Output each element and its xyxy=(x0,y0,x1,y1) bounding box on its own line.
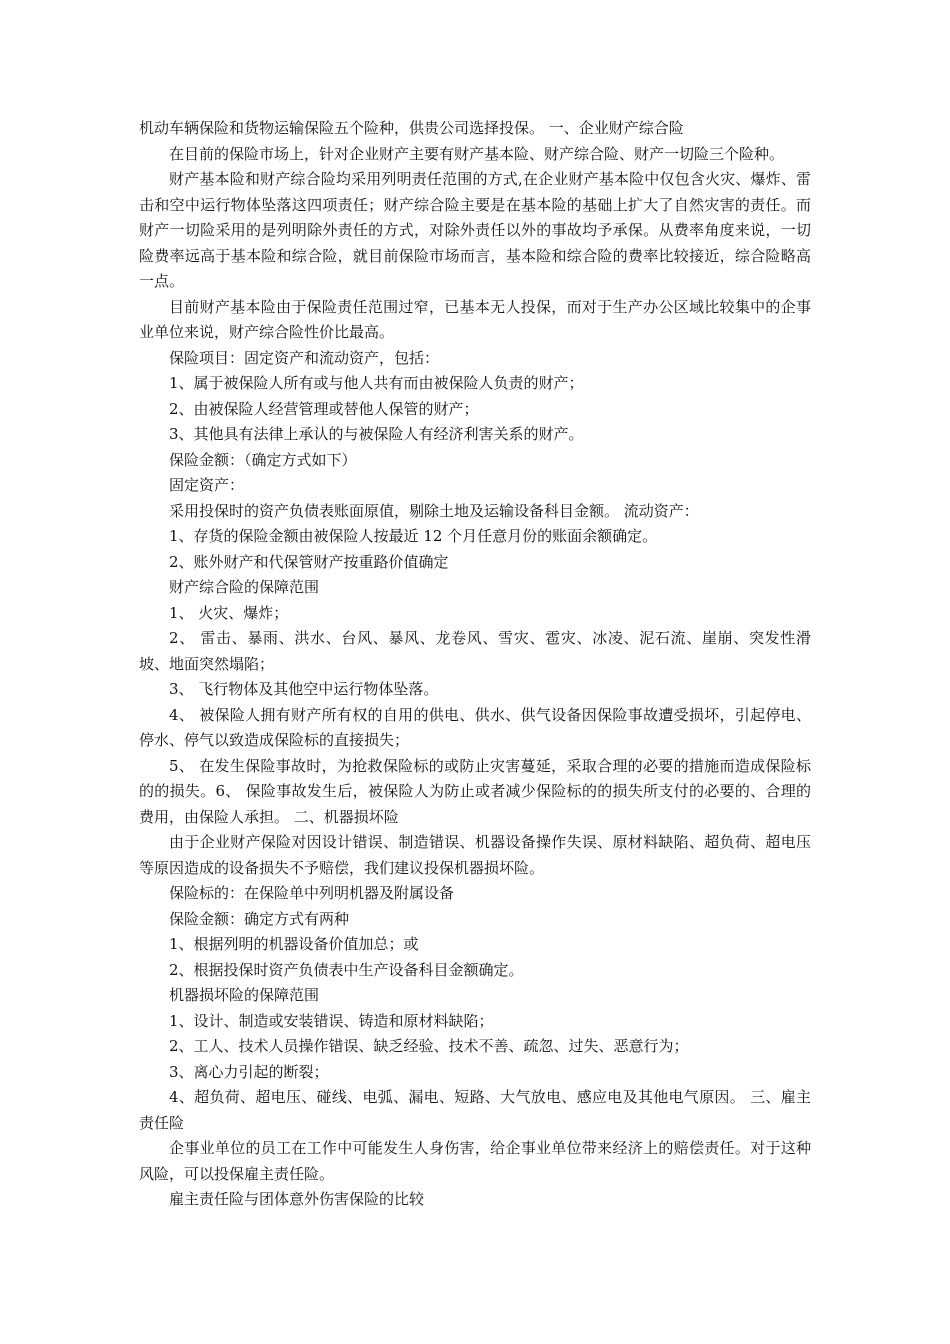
section-heading: 雇主责任险与团体意外伤害保险的比较 xyxy=(169,1190,425,1208)
list-item: 4、 被保险人拥有财产所有权的自用的供电、供水、供气设备因保险事故遭受损坏，引起停电、停水、停气以致造成保险标的直接损失； xyxy=(139,705,811,749)
paragraph: 财产基本险和财产综合险均采用列明责任范围的方式,在企业财产基本险中仅包含火灾、爆炸、雷击和空中运行物体坠落这四项责任；财产综合险主要是在基本险的基础上扩大了自然灾害的责任。而财产一切险采用的是列明除外责任的方式，对除外责任以外的事故均予承保。从费率角度来说，一切险费率远高于基本险和综合险，就目前保险市场而言，基本险和综合险的费率比较接近，综合险略高一点。 xyxy=(139,170,811,290)
list-item: 2、工人、技术人员操作错误、缺乏经验、技术不善、疏忽、过失、恶意行为； xyxy=(169,1037,689,1055)
paragraph: 保险金额：（确定方式如下） xyxy=(169,450,357,469)
paragraph: 目前财产基本险由于保险责任范围过窄，已基本无人投保，而对于生产办公区域比较集中的企事业单位来说，财产综合险性价比最高。 xyxy=(139,297,811,341)
paragraph: 企事业单位的员工在工作中可能发生人身伤害，给企事业单位带来经济上的赔偿责任。对于这种风险，可以投保雇主责任险。 xyxy=(139,1139,811,1183)
section-heading: 机器损坏险的保障范围 xyxy=(169,986,320,1004)
list-item: 1、存货的保险金额由被保险人按最近 12 个月任意月份的账面余额确定。 xyxy=(169,527,658,545)
list-item: 4、超负荷、超电压、碰线、电弧、漏电、短路、大气放电、感应电及其他电气原因。 三、雇主责任险 xyxy=(139,1088,811,1132)
list-item: 3、其他具有法律上承认的与被保险人有经济利害关系的财产。 xyxy=(169,425,584,443)
list-item: 2、根据投保时资产负债表中生产设备科目金额确定。 xyxy=(169,960,524,979)
list-item: 1、属于被保险人所有或与他人共有而由被保险人负责的财产； xyxy=(169,374,584,392)
section-heading: 财产综合险的保障范围 xyxy=(169,578,320,596)
paragraph: 采用投保时的资产负债表账面原值，剔除土地及运输设备科目金额。 流动资产： xyxy=(169,501,699,520)
paragraph: 由于企业财产保险对因设计错误、制造错误、机器设备操作失误、原材料缺陷、超负荷、超电压等原因造成的设备损失不予赔偿，我们建议投保机器损坏险。 xyxy=(139,833,811,877)
paragraph: 保险金额：确定方式有两种 xyxy=(169,909,350,928)
list-item: 3、离心力引起的断裂； xyxy=(169,1062,329,1081)
list-item: 1、 火灾、爆炸； xyxy=(169,603,289,622)
document-body xyxy=(139,116,811,1213)
list-item: 3、 飞行物体及其他空中运行物体坠落。 xyxy=(169,680,439,698)
list-item: 2、由被保险人经营管理或替他人保管的财产； xyxy=(169,399,479,418)
paragraph: 固定资产： xyxy=(169,476,245,494)
paragraph: 在目前的保险市场上，针对企业财产主要有财产基本险、财产综合险、财产一切险三个险种。 xyxy=(169,144,785,163)
list-item: 2、 雷击、暴雨、洪水、台风、暴风、龙卷风、雪灾、雹灾、冰凌、泥石流、崖崩、突发性滑坡、地面突然塌陷； xyxy=(139,629,811,673)
list-item: 5、 在发生保险事故时，为抢救保险标的或防止灾害蔓延，采取合理的必要的措施而造成保险标的的损失。6、 保险事故发生后，被保险人为防止或者减少保险标的的损失所支付的必要的、合理的费用，由保险人承担。 二、机器损坏险 xyxy=(139,756,811,826)
list-item: 1、根据列明的机器设备价值加总；或 xyxy=(169,935,419,953)
list-item: 1、设计、制造或安装错误、铸造和原材料缺陷； xyxy=(169,1011,494,1030)
paragraph: 机动车辆保险和货物运输保险五个险种，供贵公司选择投保。 一、企业财产综合险 xyxy=(139,119,684,137)
paragraph: 保险项目：固定资产和流动资产，包括： xyxy=(169,348,440,367)
list-item: 2、账外财产和代保管财产按重路价值确定 xyxy=(169,552,449,571)
paragraph: 保险标的：在保险单中列明机器及附属设备 xyxy=(169,884,455,902)
